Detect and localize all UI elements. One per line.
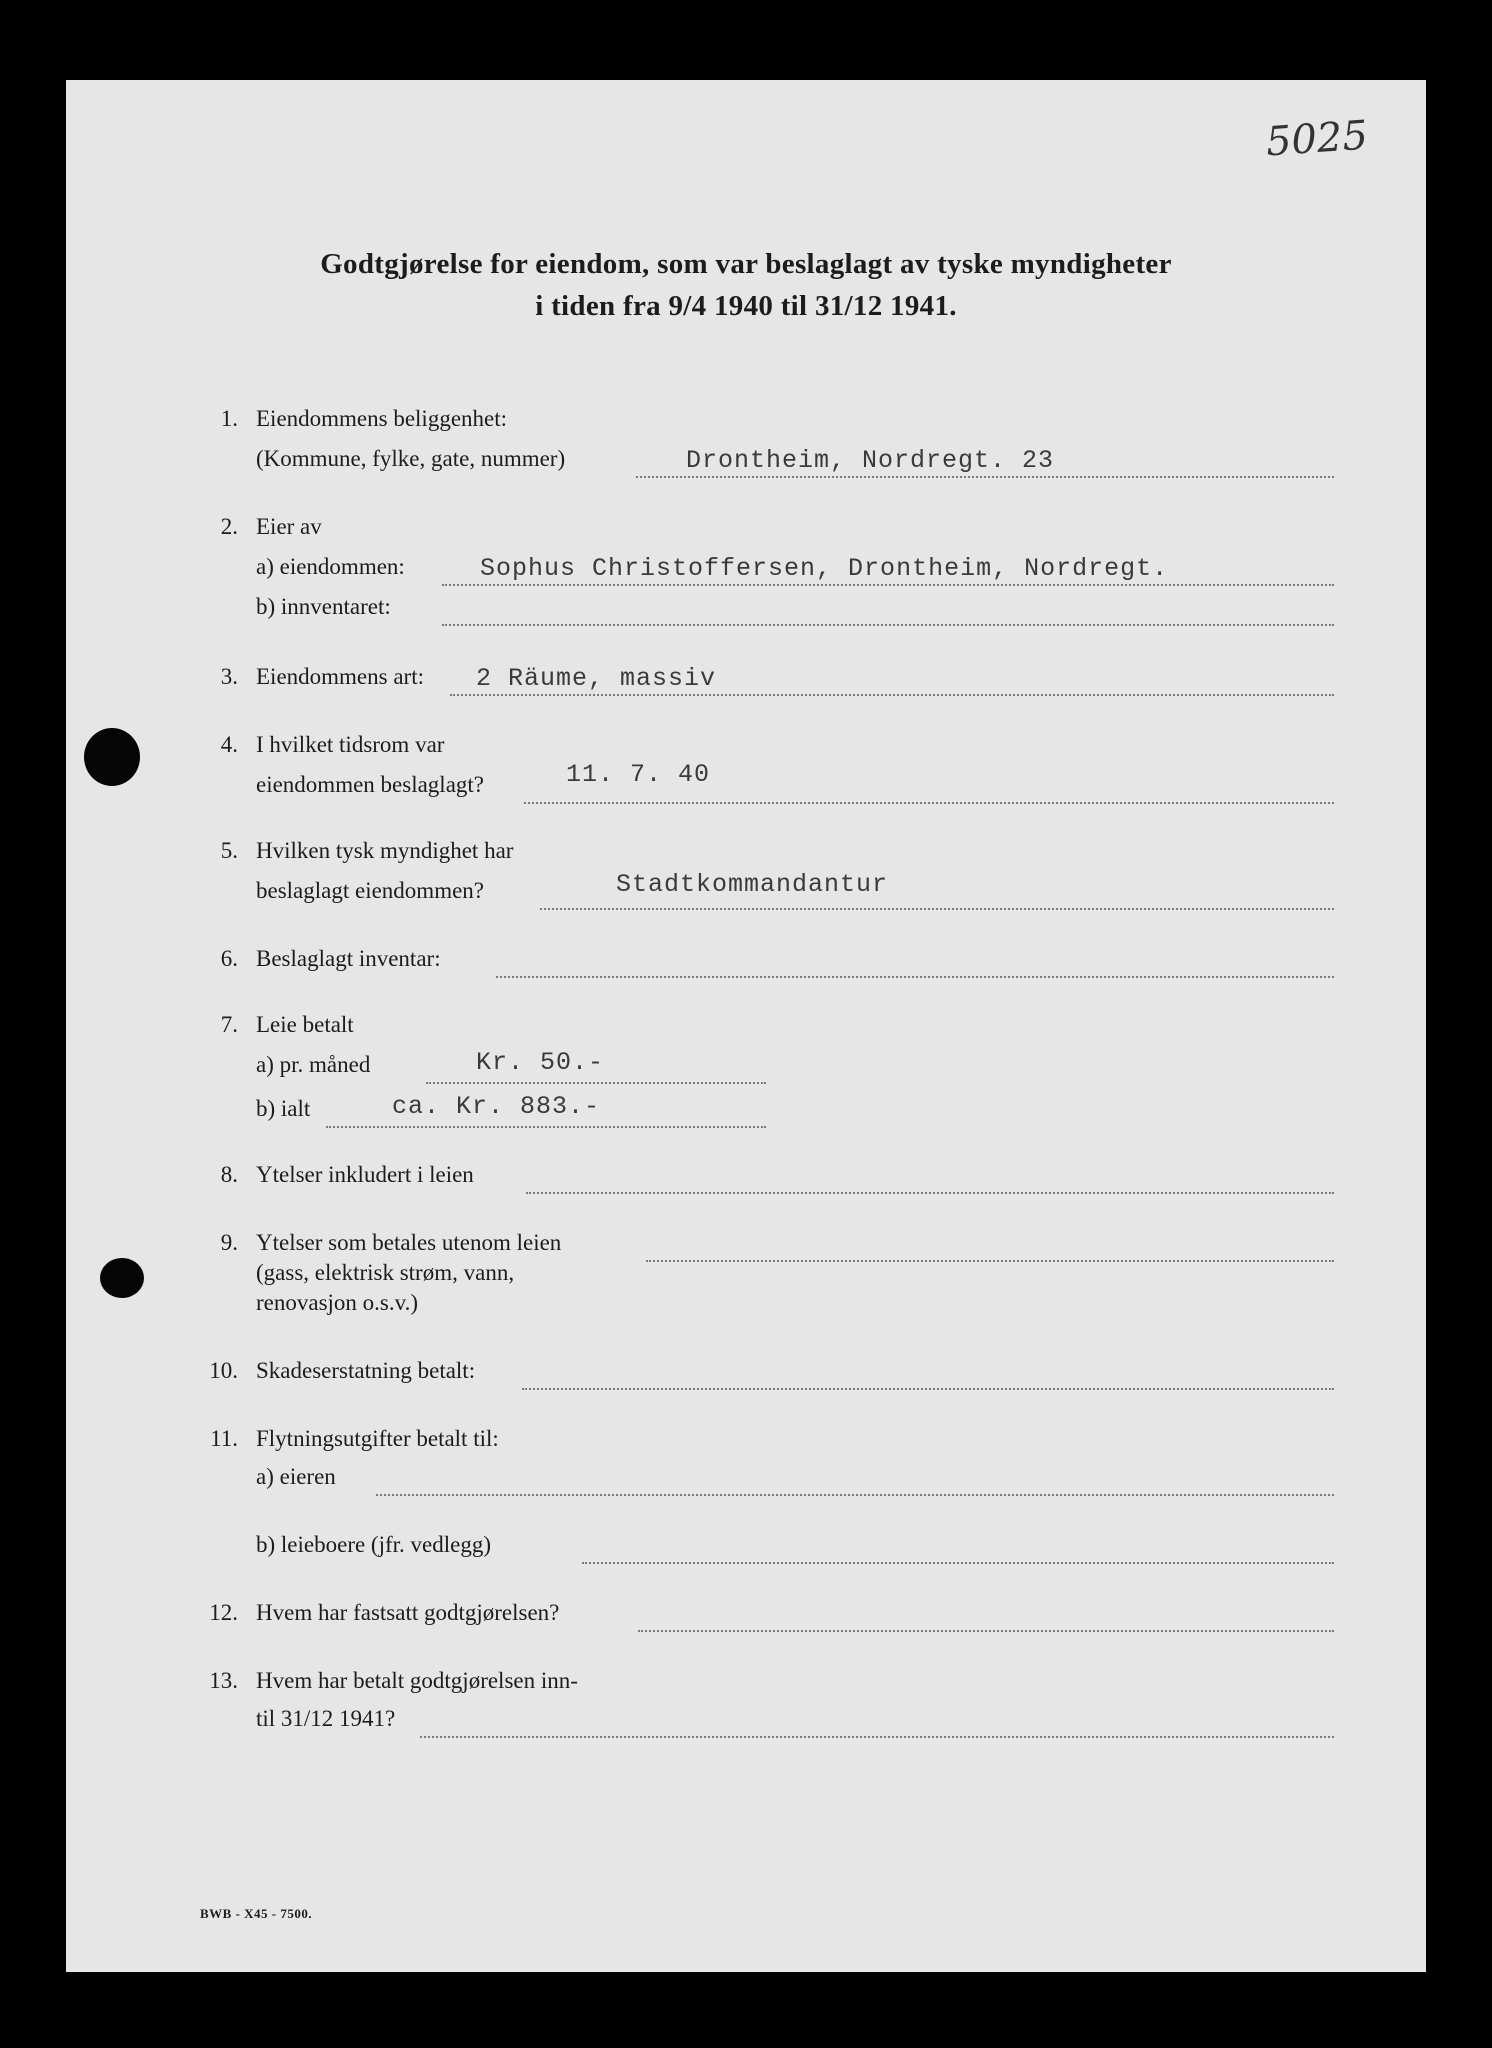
item-11a-label: a) eieren (256, 1464, 336, 1489)
item-8-label: Ytelser inkludert i leien (256, 1162, 474, 1187)
item-7b-line (326, 1126, 766, 1128)
item-8-number: 8. (220, 1162, 238, 1187)
item-4-sublabel: eiendommen beslaglagt? (256, 772, 485, 797)
item-7-label: Leie betalt (256, 1012, 354, 1037)
item-1-number: 1. (220, 406, 238, 431)
item-10-line (522, 1388, 1334, 1390)
item-10-number: 10. (209, 1358, 238, 1383)
item-13-label: Hvem har betalt godtgjørelsen inn- (256, 1668, 578, 1693)
item-3-label: Eiendommens art: (256, 664, 424, 689)
item-12-number: 12. (209, 1600, 238, 1625)
punch-hole-bottom (100, 1258, 144, 1298)
item-11-label: Flytningsutgifter betalt til: (256, 1426, 499, 1451)
item-6-number: 6. (220, 946, 238, 971)
archive-number: 5025 (1264, 112, 1370, 166)
item-7b-value: ca. Kr. 883.- (392, 1092, 601, 1121)
form-sheet (66, 80, 1426, 1972)
item-9-sublabel-1: (gass, elektrisk strøm, vann, (256, 1260, 515, 1285)
item-9-label: Ytelser som betales utenom leien (256, 1230, 562, 1255)
item-5-number: 5. (220, 838, 238, 863)
item-13-line (420, 1736, 1334, 1738)
item-9-sublabel-2: renovasjon o.s.v.) (256, 1290, 419, 1315)
printer-code: BWB - X45 - 7500. (200, 1906, 313, 1921)
item-7-number: 7. (220, 1012, 238, 1037)
punch-hole-top (84, 728, 140, 786)
item-9-line (646, 1260, 1334, 1262)
item-11b-line (582, 1562, 1334, 1564)
item-1-label: Eiendommens beliggenhet: (256, 406, 508, 431)
item-2a-label: a) eiendommen: (256, 554, 405, 579)
item-1-sublabel: (Kommune, fylke, gate, nummer) (256, 446, 566, 471)
item-13-sublabel: til 31/12 1941? (256, 1706, 396, 1731)
item-7a-line (426, 1082, 766, 1084)
item-4-number: 4. (220, 732, 238, 757)
item-2b-label: b) innventaret: (256, 594, 391, 619)
form-title-line2: i tiden fra 9/4 1940 til 31/12 1941. (535, 290, 957, 322)
item-11-number: 11. (210, 1426, 238, 1451)
item-13-number: 13. (209, 1668, 238, 1693)
item-9-number: 9. (220, 1230, 238, 1255)
item-5-line (540, 908, 1334, 910)
item-12-label: Hvem har fastsatt godtgjørelsen? (256, 1600, 560, 1625)
item-3-line (450, 694, 1334, 696)
item-4-label: I hvilket tidsrom var (256, 732, 445, 757)
item-6-label: Beslaglagt inventar: (256, 946, 441, 971)
item-5-value: Stadtkommandantur (616, 870, 889, 899)
item-2-number: 2. (220, 514, 238, 539)
item-11a-line (376, 1494, 1334, 1496)
item-7b-label: b) ialt (256, 1096, 311, 1121)
item-1-value: Drontheim, Nordregt. 23 (686, 446, 1055, 475)
item-3-number: 3. (220, 664, 238, 689)
item-2-label: Eier av (256, 514, 322, 539)
item-4-line (524, 802, 1334, 804)
item-2a-value: Sophus Christoffersen, Drontheim, Nordregt. (480, 554, 1169, 583)
item-5-sublabel: beslaglagt eiendommen? (256, 878, 485, 903)
item-5-label: Hvilken tysk myndighet har (256, 838, 514, 863)
item-7a-value: Kr. 50.- (476, 1048, 605, 1077)
item-7a-label: a) pr. måned (256, 1052, 371, 1077)
item-12-line (638, 1630, 1334, 1632)
item-4-value: 11. 7. 40 (566, 760, 711, 789)
item-8-line (526, 1192, 1334, 1194)
form-title-line1: Godtgjørelse for eiendom, som var beslaglagt av tyske myndigheter (320, 248, 1172, 280)
item-10-label: Skadeserstatning betalt: (256, 1358, 476, 1383)
item-6-line (496, 976, 1334, 978)
item-11b-label: b) leieboere (jfr. vedlegg) (256, 1532, 491, 1557)
item-3-value: 2 Räume, massiv (476, 664, 717, 693)
item-2a-line (442, 584, 1334, 586)
item-2b-line (442, 624, 1334, 626)
item-1-line (636, 476, 1334, 478)
